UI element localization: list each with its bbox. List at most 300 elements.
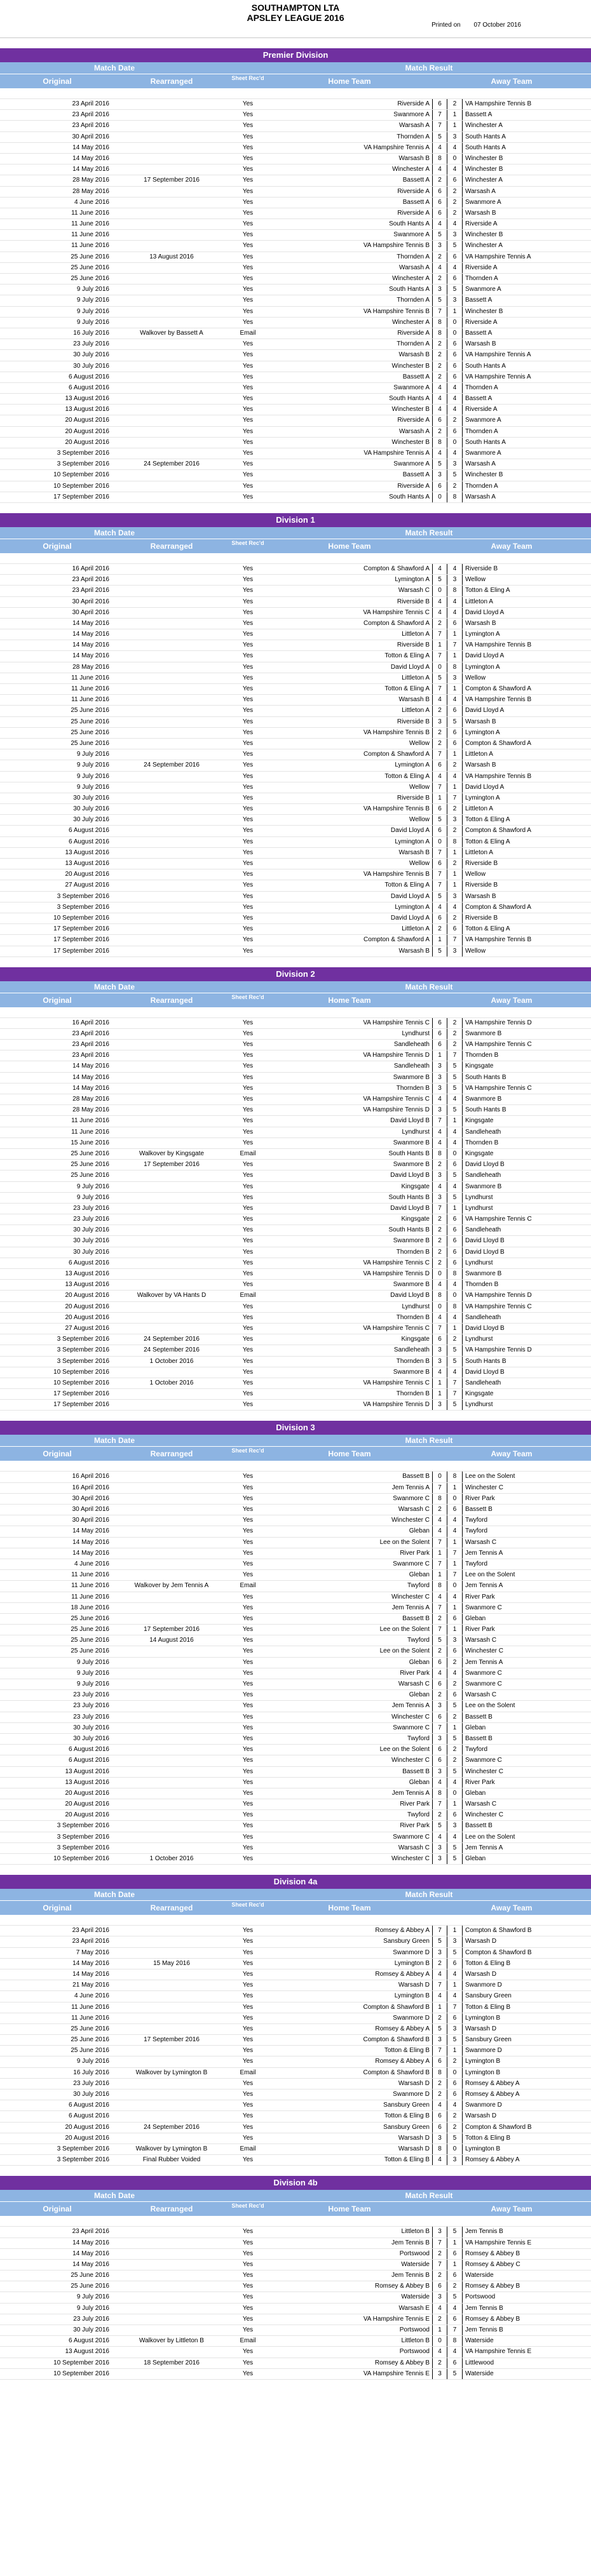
- away-team: VA Hampshire Tennis E: [465, 2348, 532, 2356]
- home-team: Winchester A: [392, 275, 430, 282]
- rearranged-date: [114, 1061, 229, 1071]
- table-row: [0, 1138, 591, 1149]
- sheet-received: Yes: [242, 2315, 254, 2323]
- table-row: [0, 1538, 591, 1548]
- sheet-received: Yes: [242, 2283, 254, 2290]
- away-team: David Lloyd A: [465, 707, 505, 714]
- home-team: Riverside B: [397, 641, 430, 649]
- sheet-received: Yes: [242, 2228, 254, 2236]
- original-date: 9 July 2016: [76, 772, 109, 780]
- rearranged-date: Final Rubber Voided: [142, 2156, 201, 2164]
- away-team: Lyndhurst: [465, 1401, 493, 1409]
- table-row: [0, 372, 591, 383]
- home-team: David Lloyd B: [390, 1204, 430, 1212]
- home-team: Totton & Eling A: [384, 652, 430, 660]
- original-date: 14 May 2016: [72, 619, 109, 627]
- table-row: [0, 164, 591, 175]
- home-team: Thornden B: [396, 1390, 430, 1398]
- table-row: [0, 438, 591, 448]
- away-score: 1: [447, 1559, 463, 1569]
- home-team: Thornden A: [397, 253, 430, 260]
- original-date: 16 April 2016: [72, 1019, 109, 1026]
- away-score: 4: [447, 695, 463, 705]
- original-date: 9 July 2016: [76, 307, 109, 315]
- original-date: 25 June 2016: [71, 1614, 109, 1622]
- original-date: 28 May 2016: [72, 177, 109, 184]
- away-team: Warsash C: [465, 1538, 497, 1546]
- away-team: Sandleheath: [465, 1128, 501, 1136]
- away-team: VA Hampshire Tennis B: [465, 696, 532, 704]
- away-score: 5: [447, 1061, 463, 1071]
- home-score: 1: [432, 935, 447, 945]
- original-date: 9 July 2016: [76, 1680, 109, 1687]
- rearranged-date: [114, 1821, 229, 1831]
- away-score: 5: [447, 1171, 463, 1181]
- home-team: VA Hampshire Tennis A: [363, 450, 430, 457]
- original-date: 30 April 2016: [72, 1517, 109, 1524]
- away-team: Jem Tennis A: [465, 1844, 503, 1851]
- home-team: Winchester B: [391, 438, 430, 446]
- away-team: Swanmore B: [465, 1270, 502, 1277]
- home-score: 6: [432, 859, 447, 869]
- home-team: Winchester B: [391, 362, 430, 370]
- rearranged-date: [114, 2271, 229, 2281]
- rearranged-date: [114, 1734, 229, 1744]
- sheet-received: Yes: [242, 1833, 254, 1841]
- away-score: 8: [447, 492, 463, 502]
- rearranged-date: 15 May 2016: [153, 1959, 190, 1967]
- rearranged-date: [114, 1788, 229, 1799]
- table-row: [0, 924, 591, 935]
- table-row: [0, 1658, 591, 1668]
- rearranged-date: [114, 1570, 229, 1580]
- original-date: 16 April 2016: [72, 1484, 109, 1491]
- spacer-row: [0, 2216, 591, 2227]
- away-score: 0: [447, 1494, 463, 1504]
- away-team: Winchester A: [465, 122, 503, 130]
- away-team: Swanmore B: [465, 1030, 502, 1037]
- home-score: 6: [432, 913, 447, 923]
- home-score: 4: [432, 1094, 447, 1104]
- division-title: Division 2: [0, 967, 591, 981]
- original-date: 25 June 2016: [71, 707, 109, 714]
- sheet-received: Yes: [242, 471, 254, 479]
- table-row: [0, 132, 591, 143]
- away-team: Lymington A: [465, 728, 500, 736]
- home-score: 0: [432, 2336, 447, 2346]
- table-row: [0, 1291, 591, 1301]
- sheet-received: Yes: [242, 1549, 254, 1557]
- rearranged-date: [114, 2090, 229, 2100]
- match-date-header: Match Date: [93, 2191, 135, 2201]
- home-team: Warsash A: [399, 122, 430, 130]
- table-row: [0, 728, 591, 739]
- sheet-received: Yes: [242, 2091, 254, 2098]
- home-team: Swanmore A: [393, 231, 430, 239]
- table-row: [0, 318, 591, 328]
- away-team: Totton & Eling B: [465, 2134, 511, 2142]
- table-row: [0, 793, 591, 804]
- table-row: [0, 1029, 591, 1040]
- original-date: 30 July 2016: [73, 816, 109, 824]
- table-row: [0, 1160, 591, 1171]
- rearranged-header: Rearranged: [150, 1903, 193, 1913]
- table-row: [0, 2369, 591, 2380]
- sheet-received: Yes: [242, 1117, 254, 1125]
- home-score: 4: [432, 902, 447, 913]
- sheet-received-header: Sheet Rec'd: [231, 1447, 264, 1454]
- rearranged-date: [114, 1690, 229, 1700]
- rearranged-date: [114, 1225, 229, 1235]
- away-team: Lymington B: [465, 2069, 501, 2076]
- away-team: Portswood: [465, 2293, 496, 2301]
- rearranged-date: [114, 1810, 229, 1820]
- home-team: Portswood: [399, 2348, 430, 2356]
- original-date: 4 June 2016: [74, 198, 109, 206]
- home-team: South Hants A: [389, 493, 430, 500]
- table-row: [0, 2260, 591, 2271]
- away-team: Riverside B: [465, 565, 498, 572]
- table-row: [0, 629, 591, 640]
- sheet-received: Yes: [242, 1161, 254, 1169]
- home-team: Warsash B: [398, 696, 430, 704]
- away-score: 8: [447, 837, 463, 847]
- away-score: 5: [447, 717, 463, 727]
- home-score: 7: [432, 1559, 447, 1569]
- away-team: South Hants B: [465, 1073, 506, 1081]
- rearranged-date: [114, 869, 229, 880]
- home-score: 6: [432, 1040, 447, 1050]
- away-score: 0: [447, 318, 463, 328]
- home-score: 5: [432, 1821, 447, 1831]
- away-score: 1: [447, 651, 463, 661]
- sheet-received: Yes: [242, 1614, 254, 1622]
- away-team: VA Hampshire Tennis A: [465, 373, 531, 380]
- sheet-received: Yes: [242, 2359, 254, 2366]
- away-team: Swanmore D: [465, 2102, 502, 2109]
- original-date: 14 May 2016: [72, 631, 109, 638]
- away-team: Romsey & Abbey C: [465, 2260, 520, 2268]
- away-score: 8: [447, 1269, 463, 1279]
- spacer-row: [0, 1915, 591, 1926]
- rearranged-date: [114, 728, 229, 738]
- original-date: 13 August 2016: [65, 849, 109, 856]
- away-score: 3: [447, 459, 463, 469]
- table-row: [0, 1483, 591, 1494]
- original-date: 23 April 2016: [72, 576, 109, 584]
- home-team: Bassett B: [402, 1473, 430, 1480]
- sheet-received: Yes: [242, 2134, 254, 2142]
- away-score: 6: [447, 2358, 463, 2368]
- original-date: 20 August 2016: [65, 438, 109, 446]
- original-date: 3 September 2016: [57, 1357, 109, 1365]
- sheet-received: Yes: [242, 1734, 254, 1742]
- sheet-received: Yes: [242, 2003, 254, 2011]
- original-date: 3 September 2016: [57, 903, 109, 911]
- away-team: Warsash C: [465, 1691, 497, 1699]
- home-team: South Hants A: [389, 395, 430, 403]
- sheet-received: Yes: [242, 1281, 254, 1289]
- home-team: Sansbury Green: [383, 1938, 430, 1945]
- away-team: South Hants B: [465, 1106, 506, 1114]
- home-team: VA Hampshire Tennis C: [363, 1379, 430, 1386]
- rearranged-date: 24 September 2016: [144, 1346, 200, 1354]
- original-date: 30 July 2016: [73, 794, 109, 802]
- original-date: 3 September 2016: [57, 1844, 109, 1851]
- away-team: Romsey & Abbey B: [465, 2315, 520, 2323]
- original-date: 13 August 2016: [65, 395, 109, 403]
- away-team: Wellow: [465, 576, 486, 584]
- home-score: 1: [432, 1389, 447, 1399]
- away-team: Gleban: [465, 1614, 486, 1622]
- rearranged-date: [114, 913, 229, 923]
- original-date: 20 August 2016: [65, 1303, 109, 1310]
- original-date: 6 August 2016: [69, 2112, 109, 2120]
- home-team: Swanmore C: [393, 1724, 430, 1731]
- home-team: Swanmore B: [393, 1281, 430, 1289]
- sheet-received: Yes: [242, 947, 254, 955]
- away-score: 5: [447, 2292, 463, 2302]
- rearranged-date: [114, 772, 229, 782]
- rearranged-date: [114, 880, 229, 890]
- division-section: [0, 48, 591, 503]
- table-row: [0, 339, 591, 350]
- rearranged-date: [114, 2281, 229, 2291]
- table-row: [0, 946, 591, 957]
- original-date: 20 August 2016: [65, 2123, 109, 2131]
- away-team: Sansbury Green: [465, 1992, 512, 2000]
- rearranged-date: 1 October 2016: [149, 1855, 194, 1862]
- table-row: [0, 1734, 591, 1745]
- original-date: 14 May 2016: [72, 166, 109, 173]
- sheet-received: Email: [240, 1150, 256, 1157]
- away-team: River Park: [465, 1626, 495, 1633]
- away-score: 5: [447, 1767, 463, 1777]
- table-row: [0, 1269, 591, 1280]
- home-score: 3: [432, 1083, 447, 1094]
- column-header: [0, 74, 591, 88]
- sheet-received: Yes: [242, 1336, 254, 1343]
- away-score: 4: [447, 383, 463, 393]
- rearranged-date: [114, 110, 229, 120]
- sheet-received: Yes: [242, 685, 254, 692]
- sheet-received: Yes: [242, 406, 254, 413]
- home-score: 3: [432, 1734, 447, 1744]
- away-team: Swanmore C: [465, 1604, 502, 1611]
- away-score: 6: [447, 619, 463, 629]
- original-date: 20 August 2016: [65, 1789, 109, 1797]
- home-score: 2: [432, 1690, 447, 1700]
- table-row: [0, 1018, 591, 1029]
- home-score: 7: [432, 1926, 447, 1936]
- rearranged-date: [114, 684, 229, 694]
- table-row: [0, 1936, 591, 1947]
- sheet-received: Yes: [242, 1927, 254, 1935]
- away-team: Romsey & Abbey A: [465, 2091, 520, 2098]
- original-date: 25 June 2016: [71, 728, 109, 736]
- sheet-header-top: [229, 62, 267, 74]
- sheet-received: Yes: [242, 1822, 254, 1830]
- away-score: 5: [447, 2133, 463, 2143]
- home-score: 5: [432, 132, 447, 142]
- rearranged-date: [114, 1745, 229, 1755]
- table-row: [0, 2079, 591, 2090]
- away-team: Lyndhurst: [465, 1336, 493, 1343]
- division-title: Division 4a: [0, 1875, 591, 1889]
- sheet-received: Yes: [242, 482, 254, 490]
- table-row: [0, 1193, 591, 1204]
- match-date-header: Match Date: [93, 982, 135, 991]
- home-score: 7: [432, 1116, 447, 1126]
- original-date: 6 August 2016: [69, 373, 109, 380]
- rearranged-date: [114, 826, 229, 836]
- away-team: South Hants A: [465, 438, 506, 446]
- away-team: Thornden B: [465, 1281, 499, 1289]
- away-team: VA Hampshire Tennis B: [465, 772, 532, 780]
- rearranged-date: [114, 1679, 229, 1689]
- away-score: 8: [447, 662, 463, 673]
- table-row: [0, 1679, 591, 1690]
- home-team: Romsey & Abbey B: [374, 2283, 430, 2290]
- sheet-received: Yes: [242, 1084, 254, 1092]
- original-date: 27 August 2016: [65, 882, 109, 889]
- home-team: Winchester B: [391, 406, 430, 413]
- home-team: Swanmore B: [393, 1073, 430, 1081]
- away-team-header: Away Team: [491, 995, 533, 1005]
- sheet-received: Yes: [242, 718, 254, 725]
- division-section: [0, 2176, 591, 2380]
- sheet-received: Email: [240, 2337, 256, 2345]
- sheet-received: Yes: [242, 641, 254, 649]
- away-score: 2: [447, 481, 463, 492]
- away-team: Winchester B: [465, 471, 503, 479]
- home-score: 7: [432, 749, 447, 760]
- away-team: Waterside: [465, 2370, 494, 2377]
- table-row: [0, 1959, 591, 1969]
- home-score: 3: [432, 2035, 447, 2045]
- rearranged-date: [114, 1116, 229, 1126]
- original-date: 16 April 2016: [72, 1473, 109, 1480]
- rearranged-date: [114, 187, 229, 197]
- away-score: 3: [447, 1635, 463, 1646]
- away-team: Twyford: [465, 1527, 488, 1535]
- away-score: 6: [447, 339, 463, 349]
- sheet-received: Yes: [242, 187, 254, 195]
- home-team: Compton & Shawford A: [363, 565, 430, 572]
- home-team: Warsash D: [398, 2145, 430, 2152]
- rearranged-date: [114, 608, 229, 618]
- home-score: 4: [432, 564, 447, 574]
- rearranged-date: [114, 2046, 229, 2056]
- home-score: 2: [432, 924, 447, 934]
- sheet-header-top: [229, 527, 267, 539]
- sheet-received: Yes: [242, 751, 254, 758]
- away-score: 2: [447, 1745, 463, 1755]
- away-team: Warsash D: [465, 2025, 497, 2032]
- home-score: 3: [432, 1843, 447, 1853]
- away-team: Lee on the Solent: [465, 1833, 515, 1841]
- away-team: Littleton A: [465, 598, 493, 605]
- original-date: 27 August 2016: [65, 1324, 109, 1332]
- home-score: 4: [432, 1313, 447, 1323]
- home-team: Riverside A: [397, 187, 430, 195]
- table-row: [0, 1472, 591, 1482]
- rearranged-date: [114, 815, 229, 825]
- home-score: 7: [432, 651, 447, 661]
- home-team-header: Home Team: [328, 1449, 371, 1459]
- home-score: 2: [432, 619, 447, 629]
- away-team: Wellow: [465, 674, 486, 681]
- away-score: 7: [447, 2325, 463, 2335]
- rearranged-date: Walkover by Jem Tennis A: [134, 1582, 209, 1590]
- original-date: 11 June 2016: [71, 674, 109, 681]
- rearranged-date: [114, 1182, 229, 1192]
- home-score: 4: [432, 1832, 447, 1842]
- table-row: [0, 859, 591, 869]
- sheet-received: Yes: [242, 2370, 254, 2377]
- home-team: Lymington A: [395, 761, 430, 769]
- home-team: David Lloyd B: [390, 1172, 430, 1179]
- sheet-received: Yes: [242, 1844, 254, 1851]
- sheet-received: Yes: [242, 1313, 254, 1321]
- away-team: Kingsgate: [465, 1150, 494, 1157]
- home-team: Warsash A: [399, 264, 430, 271]
- sheet-received: Yes: [242, 1680, 254, 1687]
- away-team: Lee on the Solent: [465, 1571, 515, 1579]
- rearranged-date: [114, 1204, 229, 1214]
- away-score: 7: [447, 1548, 463, 1559]
- home-team: Lee on the Solent: [379, 1626, 430, 1633]
- away-score: 6: [447, 924, 463, 934]
- away-score: 1: [447, 749, 463, 760]
- sheet-received: Yes: [242, 1303, 254, 1310]
- home-team: Waterside: [401, 2260, 430, 2268]
- away-score: 5: [447, 1345, 463, 1355]
- sheet-header-top: [229, 981, 267, 993]
- home-team: VA Hampshire Tennis B: [363, 805, 430, 813]
- sheet-received: Yes: [242, 1139, 254, 1146]
- sheet-received: Yes: [242, 728, 254, 736]
- sheet-received: Yes: [242, 493, 254, 500]
- rearranged-date: [114, 1073, 229, 1083]
- sheet-received: Yes: [242, 849, 254, 856]
- away-team: Jem Tennis B: [465, 2326, 503, 2333]
- home-score: 6: [432, 1679, 447, 1689]
- home-team: Littleton B: [401, 2337, 430, 2345]
- home-team: Winchester A: [392, 318, 430, 326]
- home-score: 7: [432, 1483, 447, 1493]
- away-team: Sandleheath: [465, 1379, 501, 1386]
- home-score: 3: [432, 717, 447, 727]
- original-date: 30 July 2016: [73, 2326, 109, 2333]
- home-team: Jem Tennis A: [391, 1789, 430, 1797]
- home-team: Littleton A: [402, 674, 430, 681]
- home-team: Jem Tennis A: [391, 1484, 430, 1491]
- sheet-received: Yes: [242, 417, 254, 424]
- away-score: 4: [447, 1832, 463, 1842]
- original-date: 3 September 2016: [57, 2145, 109, 2152]
- home-score: 2: [432, 2249, 447, 2259]
- home-team: Littleton A: [402, 707, 430, 714]
- table-row: [0, 619, 591, 629]
- rearranged-date: [114, 706, 229, 716]
- rearranged-date: [114, 492, 229, 502]
- home-team: Swanmore A: [393, 460, 430, 468]
- sheet-received: Yes: [242, 2014, 254, 2022]
- home-team: South Hants A: [389, 220, 430, 228]
- away-team: Winchester B: [465, 166, 503, 173]
- away-team: Compton & Shawford B: [465, 2123, 532, 2131]
